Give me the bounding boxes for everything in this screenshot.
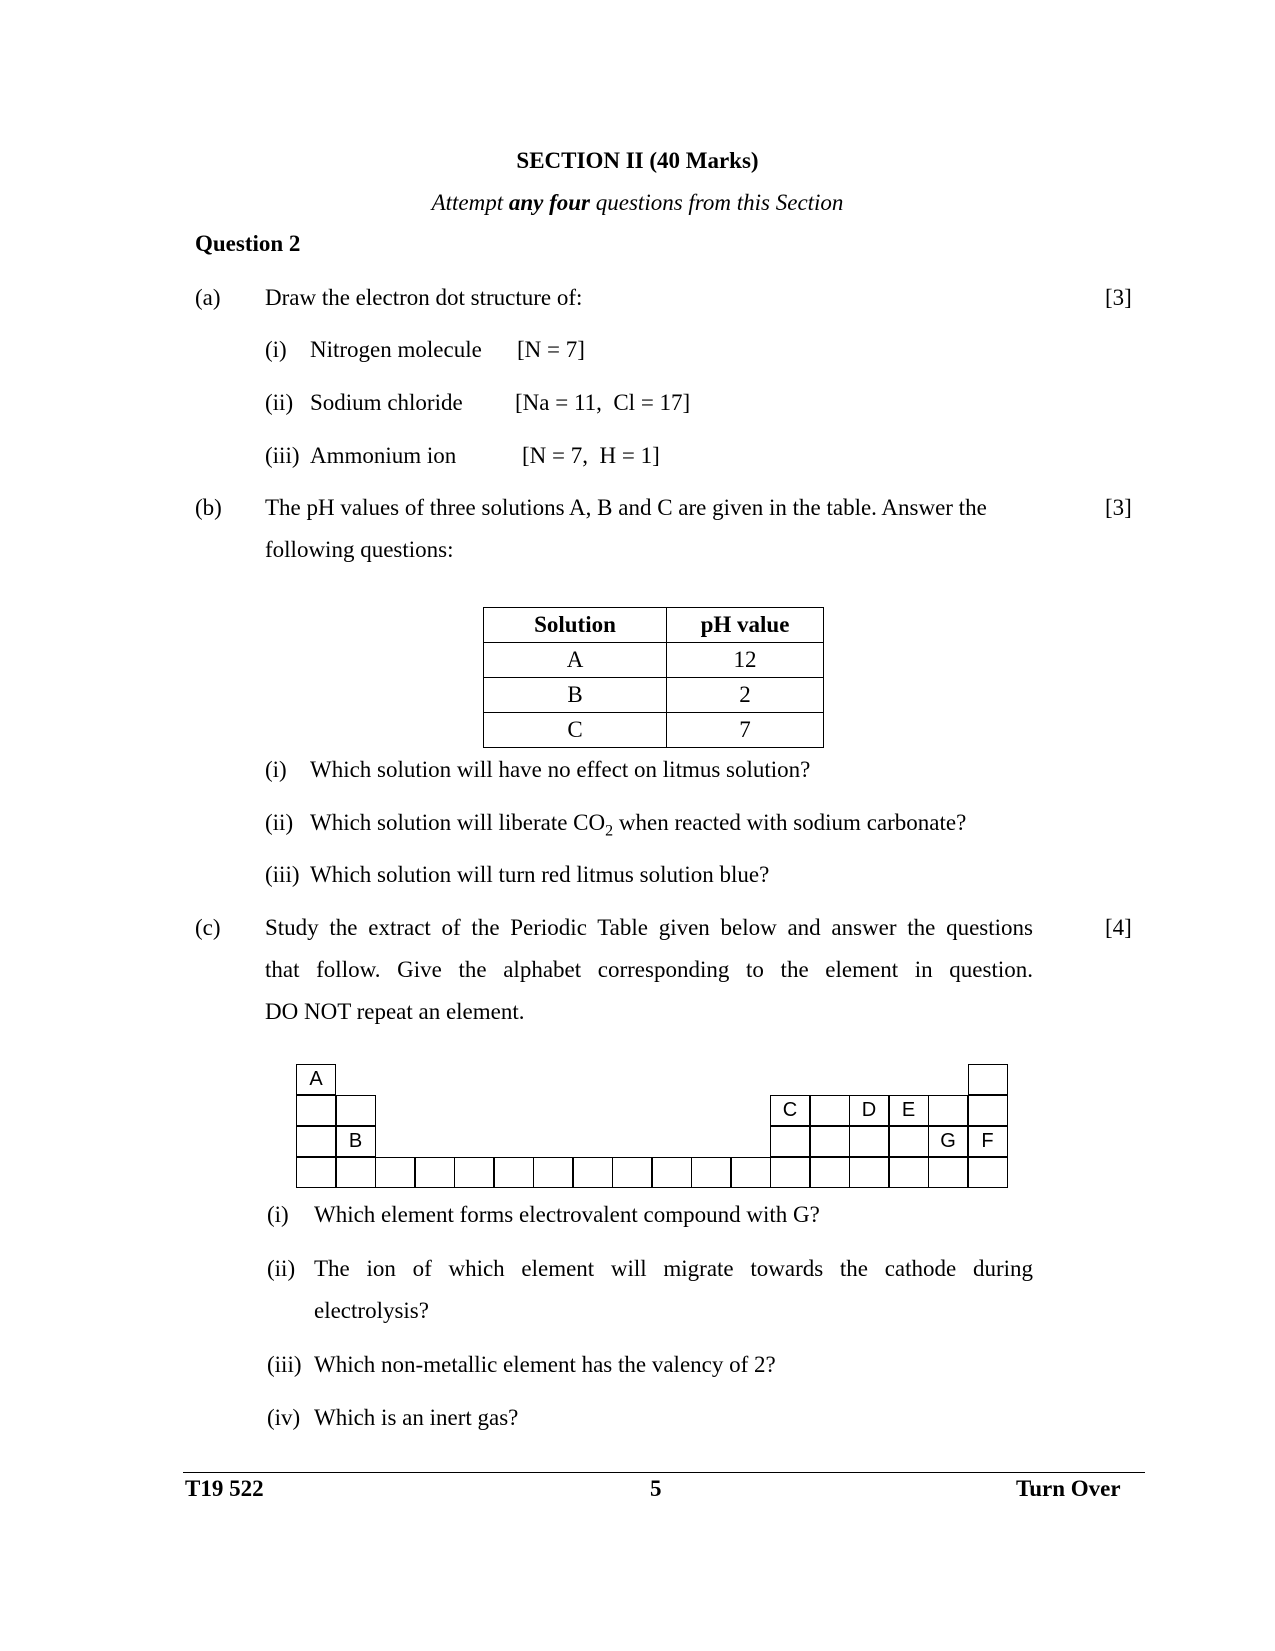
section-instruction — [0, 190, 1275, 216]
periodic-cell — [691, 1157, 731, 1188]
footer-page-number: 5 — [650, 1476, 662, 1501]
ph-header-value: pH value — [667, 608, 824, 643]
table-row — [484, 713, 824, 748]
part-a-marks: [3] — [1105, 285, 1132, 310]
a-item-1-text: Nitrogen molecule — [310, 337, 482, 362]
footer-divider — [183, 1472, 1145, 1473]
c-item-1-text: Which element forms electrovalent compound with G? — [314, 1202, 820, 1227]
part-b-text-line2: following questions: — [265, 537, 454, 562]
footer-turn-over: Turn Over — [1016, 1476, 1121, 1501]
c-item-2-text-line1: The ion of which element will migrate towards the cathode during — [314, 1256, 1033, 1281]
periodic-cell — [533, 1157, 573, 1188]
a-item-3-num: (iii) — [265, 443, 300, 468]
ph-cell-value: 2 — [667, 678, 824, 713]
a-item-3-text: Ammonium ion — [310, 443, 457, 468]
periodic-cell — [296, 1157, 336, 1188]
b-item-1-num: (i) — [265, 757, 287, 782]
periodic-cell — [770, 1157, 810, 1188]
periodic-cell-d: D — [849, 1095, 889, 1126]
periodic-cell-b: B — [336, 1126, 376, 1157]
c-item-2-text-line2: electrolysis? — [314, 1298, 429, 1323]
table-row — [484, 678, 824, 713]
periodic-cell — [296, 1126, 336, 1157]
c-item-3-text: Which non-metallic element has the valency of 2? — [314, 1352, 776, 1377]
periodic-cell — [968, 1064, 1008, 1095]
periodic-cell — [810, 1095, 850, 1126]
periodic-cell-a: A — [296, 1064, 336, 1095]
b-item-2-text — [310, 810, 966, 841]
ph-header-solution: Solution — [484, 608, 667, 643]
periodic-cell-e: E — [889, 1095, 929, 1126]
periodic-cell — [889, 1157, 929, 1188]
periodic-cell — [336, 1157, 376, 1188]
b-item-3-text: Which solution will turn red litmus solution blue? — [310, 862, 770, 887]
periodic-cell — [731, 1157, 771, 1188]
part-b-label: (b) — [195, 495, 222, 520]
b-item-2-post: when reacted with sodium carbonate? — [613, 810, 967, 835]
c-item-2-num: (ii) — [267, 1256, 296, 1281]
part-c-text-line3: DO NOT repeat an element. — [265, 999, 525, 1024]
periodic-cell — [968, 1157, 1008, 1188]
part-a-label: (a) — [195, 285, 221, 310]
a-item-3-data: [N = 7, H = 1] — [522, 443, 660, 468]
a-item-2-text: Sodium chloride — [310, 390, 463, 415]
periodic-cell — [849, 1126, 889, 1157]
periodic-cell — [849, 1157, 889, 1188]
a-item-1-num: (i) — [265, 337, 287, 362]
periodic-cell — [770, 1126, 810, 1157]
b-item-1-text: Which solution will have no effect on litmus solution? — [310, 757, 811, 782]
a-item-2-data: [Na = 11, Cl = 17] — [515, 390, 691, 415]
part-b-marks: [3] — [1105, 495, 1132, 520]
part-c-text-line2: that follow. Give the alphabet corresponding to the element in question. — [265, 957, 1033, 982]
b-item-2-sub: 2 — [605, 822, 614, 840]
footer-code: T19 522 — [185, 1476, 264, 1501]
periodic-cell — [889, 1126, 929, 1157]
periodic-cell — [454, 1157, 494, 1188]
periodic-cell — [612, 1157, 652, 1188]
c-item-4-text: Which is an inert gas? — [314, 1405, 519, 1430]
ph-cell-value: 7 — [667, 713, 824, 748]
periodic-cell-f: F — [968, 1126, 1008, 1157]
periodic-cell — [296, 1095, 336, 1126]
question-title: Question 2 — [195, 231, 301, 256]
periodic-cell — [652, 1157, 692, 1188]
periodic-cell — [494, 1157, 534, 1188]
c-item-4-num: (iv) — [267, 1405, 301, 1430]
section-title: SECTION II (40 Marks) — [516, 148, 759, 173]
part-a-text: Draw the electron dot structure of: — [265, 285, 583, 310]
periodic-cell — [810, 1157, 850, 1188]
b-item-2-pre: Which solution will liberate CO — [310, 810, 606, 835]
periodic-cell — [968, 1095, 1008, 1126]
ph-table-header — [484, 608, 824, 643]
periodic-cell — [928, 1157, 968, 1188]
c-item-1-num: (i) — [267, 1202, 289, 1227]
b-item-3-num: (iii) — [265, 862, 300, 887]
part-c-label: (c) — [195, 915, 221, 940]
part-b-text-line1: The pH values of three solutions A, B and C are given in the table. Answer the — [265, 495, 987, 520]
periodic-cell — [375, 1157, 415, 1188]
part-c-text-line1: Study the extract of the Periodic Table given below and answer the questions — [265, 915, 1033, 940]
ph-cell-solution: B — [484, 678, 667, 713]
a-item-1-data: [N = 7] — [517, 337, 585, 362]
c-item-3-num: (iii) — [267, 1352, 302, 1377]
periodic-cell — [573, 1157, 613, 1188]
periodic-cell — [336, 1095, 376, 1126]
periodic-cell — [415, 1157, 455, 1188]
instruction-post: questions from this Section — [590, 190, 844, 215]
periodic-cell-g: G — [928, 1126, 968, 1157]
part-c-marks: [4] — [1105, 915, 1132, 940]
ph-cell-solution: C — [484, 713, 667, 748]
ph-cell-solution: A — [484, 643, 667, 678]
instruction-pre: Attempt — [431, 190, 509, 215]
b-item-2-num: (ii) — [265, 810, 294, 835]
ph-cell-value: 12 — [667, 643, 824, 678]
periodic-cell — [810, 1126, 850, 1157]
periodic-cell — [928, 1095, 968, 1126]
instruction-bold: any four — [508, 190, 591, 215]
a-item-2-num: (ii) — [265, 390, 294, 415]
ph-table — [483, 607, 824, 748]
periodic-cell-c: C — [770, 1095, 810, 1126]
table-row — [484, 643, 824, 678]
